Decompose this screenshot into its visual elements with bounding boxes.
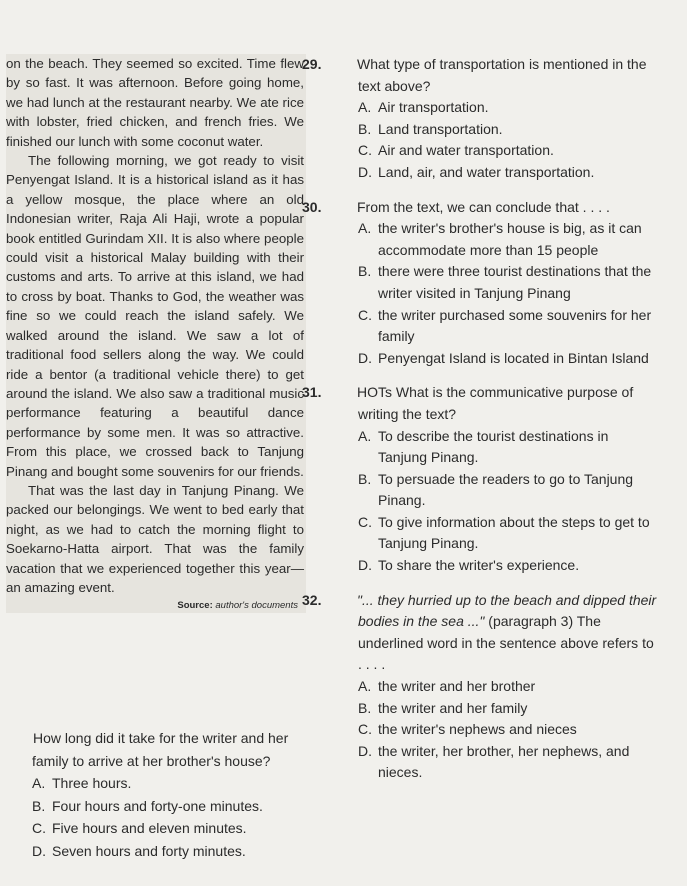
option-31-c[interactable] [330, 512, 660, 555]
option-letter: A. [32, 775, 46, 791]
question-32 [302, 590, 660, 784]
option-28-b[interactable] [6, 795, 316, 818]
option-text: Land, air, and water transportation. [378, 163, 595, 180]
option-text: To describe the tourist destinations in Tanjung Pinang. [378, 427, 609, 466]
option-letter: C. [358, 142, 372, 159]
question-text: HOTs What is the communicative purpose of writing the text? [357, 384, 634, 422]
option-text: the writer's brother's house is big, as it can accommodate more than 15 people [378, 220, 642, 258]
passage-paragraph-2-text: The following morning, we got ready to visit Penyengat Island. It is a historical island as it has a yellow mosque, the place where an old Indonesian writer, Raja Ali Haji, wrote a popular book entitled Gurindam XII. It is also where people could visit a historical Malay building with their customs and arts. To arrive at this island, we had to cross by boat. Thanks to God, the weather was fine so we could reach the island safely. We walked around the island. We saw a lot of traditional food sellers along the way. We could ride a bentor (a traditional vehicle there) to get around the island. We also saw a traditional music performance featuring a beautiful dance performance by some men. It was so attractive. From this place, we crossed back to Tanjung Pinang and bought some souvenirs for our friends. [6, 153, 304, 479]
option-text: Three hours. [52, 775, 132, 791]
option-text: Air transportation. [378, 99, 489, 116]
option-text: Land transportation. [378, 120, 503, 137]
option-text: To persuade the readers to go to Tanjung Pinang. [378, 470, 634, 509]
option-letter: A. [358, 678, 372, 695]
option-text: To give information about the steps to get to Tanjung Pinang. [378, 513, 650, 552]
question-number: 30. [302, 198, 322, 215]
reading-passage [6, 54, 306, 613]
option-letter: C. [358, 721, 372, 738]
question-number: 29. [302, 56, 322, 72]
source-label: Source: [177, 600, 213, 612]
question-29 [302, 54, 660, 184]
questions-column [302, 54, 660, 784]
option-text: Four hours and forty-one minutes. [52, 797, 263, 814]
option-text: the writer, her brother, her nephews, and nieces. [378, 742, 630, 781]
option-29-c[interactable] [330, 140, 660, 162]
question-30 [302, 197, 660, 370]
question-29-stem [302, 54, 660, 97]
option-text: Seven hours and forty minutes. [52, 842, 246, 859]
question-text: How long did it take for the writer and her family to arrive at her brother's house? [32, 730, 289, 769]
source-note [6, 599, 304, 613]
question-number [6, 727, 33, 750]
option-text: Five hours and eleven minutes. [52, 820, 247, 836]
option-28-c[interactable] [6, 817, 316, 840]
option-letter: B. [32, 797, 46, 814]
option-32-c[interactable] [330, 719, 660, 741]
option-letter: C. [358, 306, 372, 323]
passage-paragraph-2 [6, 151, 304, 481]
option-letter: D. [32, 842, 46, 859]
question-text: (paragraph 3) The underlined word in the sentence above refers to . . . . [358, 613, 654, 673]
option-28-d[interactable] [6, 840, 316, 863]
question-30-stem [302, 197, 660, 219]
option-31-b[interactable] [330, 469, 660, 512]
question-text: From the text, we can conclude that . . . . [357, 198, 610, 215]
option-text: the writer's nephews and nieces [378, 721, 577, 738]
option-29-a[interactable] [330, 97, 660, 119]
passage-box [6, 54, 306, 613]
option-text: there were three tourist destinations that the writer visited in Tanjung Pinang [378, 263, 652, 301]
option-text: the writer and her family [378, 699, 528, 716]
option-letter: A. [358, 99, 372, 116]
option-text: the writer and her brother [378, 678, 536, 695]
option-30-a[interactable] [330, 218, 660, 261]
option-30-b[interactable] [330, 261, 660, 304]
option-letter: A. [358, 427, 372, 444]
option-text: Penyengat Island is located in Bintan Island [378, 349, 649, 366]
option-text: To share the writer's experience. [378, 557, 580, 574]
option-letter: D. [358, 163, 372, 180]
option-letter: D. [358, 742, 372, 759]
option-letter: D. [358, 349, 372, 366]
option-30-d[interactable] [330, 348, 660, 370]
option-text: Air and water transportation. [378, 142, 554, 159]
passage-paragraph-3: That was the last day in Tanjung Pinang. We packed our belongings. We went to bed early that night, as we had to catch the morning flight to Soekarno-Hatta airport. That was the family vacation that we experienced together this year—an amazing event. [6, 482, 304, 595]
question-28-stem [6, 727, 316, 772]
question-text: What type of transportation is mentioned in the text above? [357, 56, 647, 94]
option-text: the writer purchased some souvenirs for her family [378, 306, 652, 345]
question-28 [6, 727, 316, 862]
question-31-stem [302, 382, 660, 425]
question-number: 32. [302, 591, 322, 608]
option-30-c[interactable] [330, 305, 660, 348]
option-28-a[interactable] [6, 772, 316, 795]
option-letter: B. [358, 470, 372, 487]
question-32-stem [302, 590, 660, 676]
option-letter: B. [358, 263, 372, 280]
option-32-a[interactable] [330, 676, 660, 698]
question-quote: "... they hurried up to the beach and dipped their bodies in the sea ..." [357, 591, 657, 630]
option-letter: C. [32, 820, 46, 836]
question-31 [302, 382, 660, 576]
option-letter: C. [358, 513, 372, 530]
option-29-d[interactable] [330, 162, 660, 184]
option-letter: D. [358, 557, 372, 574]
option-letter: B. [358, 699, 372, 716]
option-32-d[interactable] [330, 741, 660, 784]
option-31-d[interactable] [330, 555, 660, 577]
option-32-b[interactable] [330, 698, 660, 720]
passage-paragraph-1: on the beach. They seemed so excited. Time flew by so fast. It was afternoon. Before going home, we had lunch at the restaurant nearby. We ate rice with lobster, fried chicken, and french fries. We finished our lunch with some coconut water. [6, 56, 304, 149]
question-number: 31. [302, 384, 322, 401]
option-letter: B. [358, 120, 372, 137]
option-letter: A. [358, 220, 372, 237]
option-31-a[interactable] [330, 426, 660, 469]
option-29-b[interactable] [330, 119, 660, 141]
source-value: author's documents [215, 600, 298, 612]
